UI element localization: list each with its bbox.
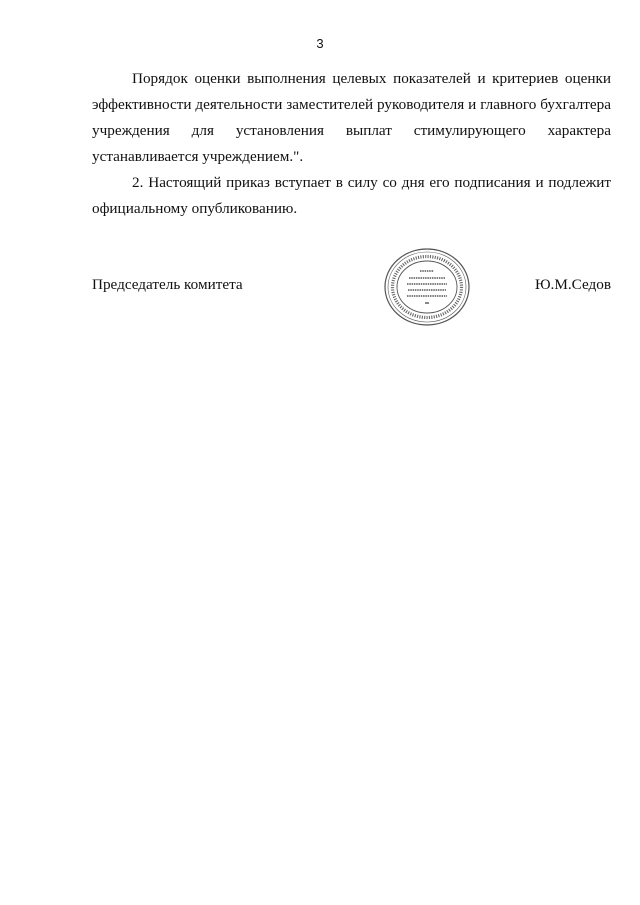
signer-title: Председатель комитета (92, 276, 243, 293)
signature-block (92, 276, 611, 296)
paragraph-2: 2. Настоящий приказ вступает в силу со дня его подписания и подлежит официальному опубликованию. (92, 174, 611, 217)
signer-name: Ю.М.Седов (534, 276, 611, 293)
paragraph-1: Порядок оценки выполнения целевых показателей и критериев оценки эффективности деятельности заместителей руководителя и главного бухгалтера учреждения для установления выплат стимулирующего характера устанавливается учреждением.". (92, 70, 611, 165)
official-seal-icon (383, 247, 471, 327)
page-number: 3 (316, 36, 324, 51)
document-body (92, 66, 611, 222)
